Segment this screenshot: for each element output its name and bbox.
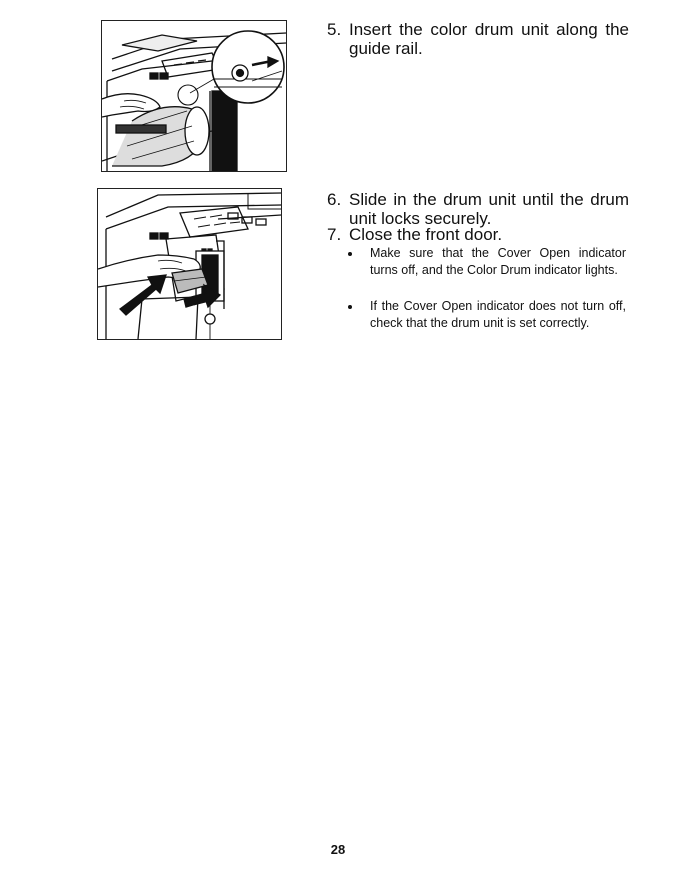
page-number: 28 [330,842,346,857]
step-number: 6. [327,190,342,209]
step-number: 5. [327,20,342,39]
note-text: If the Cover Open indicator does not turn off, check that the drum unit is set correctly. [370,299,626,330]
drum-lock-illustration [97,188,282,340]
step-text: Insert the color drum unit along the guide rail. [349,20,629,58]
bullet-icon [348,252,352,256]
drum-insertion-illustration [101,20,287,172]
step-text: Slide in the drum unit until the drum unit locks securely. [349,190,629,228]
bullet-icon [348,305,352,309]
note-text: Make sure that the Cover Open indicator turns off, and the Color Drum indicator lights. [370,246,626,277]
step-text: Close the front door. [349,225,503,244]
step-number: 7. [327,225,342,244]
